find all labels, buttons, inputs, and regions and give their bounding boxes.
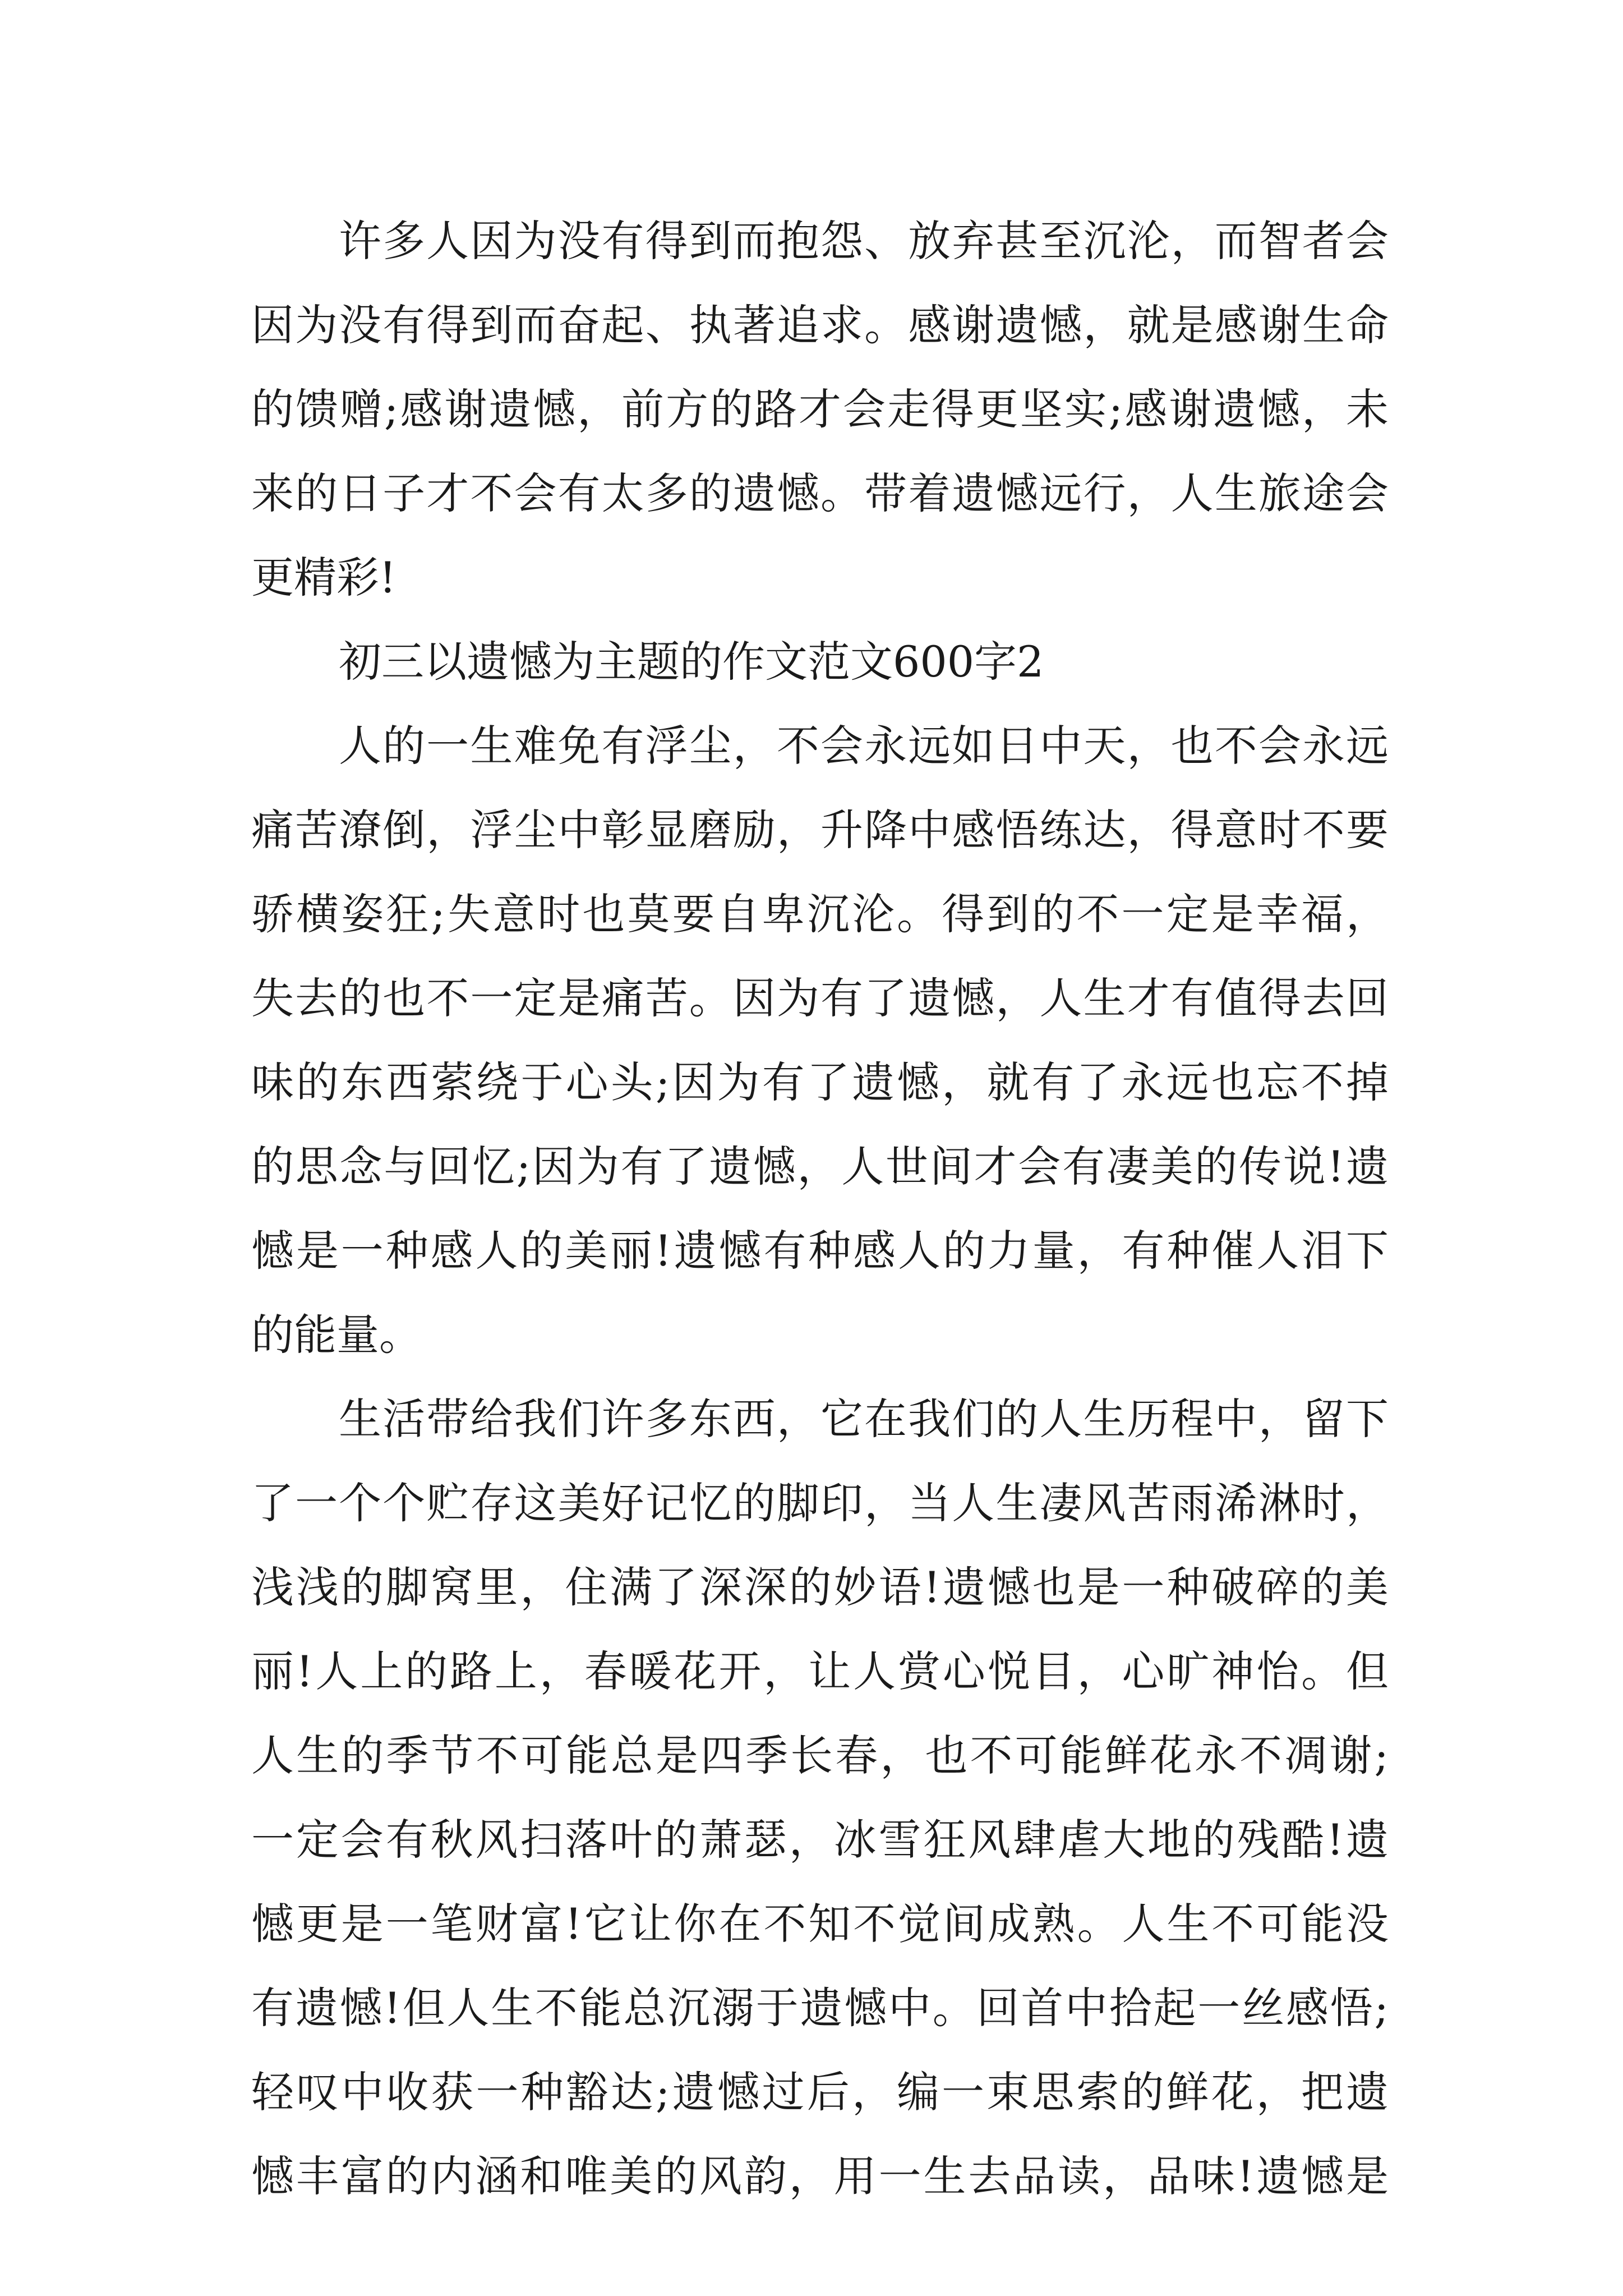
text-line: 味的东西萦绕于心头;因为有了遗憾，就有了永远也忘不掉: [251, 1057, 1389, 1107]
text-line: 丽!人上的路上，春暖花开，让人赏心悦目，心旷神怡。但: [251, 1646, 1389, 1696]
text-line: 轻叹中收获一种豁达;遗憾过后，编一束思索的鲜花，把遗: [251, 2067, 1389, 2117]
text-line: 憾更是一笔财富!它让你在不知不觉间成熟。人生不可能没: [251, 1899, 1389, 1949]
section-heading: 初三以遗憾为主题的作文范文600字2: [339, 637, 1044, 687]
text-line: 人生的季节不可能总是四季长春，也不可能鲜花永不凋谢;: [251, 1731, 1389, 1780]
text-line: 生活带给我们许多东西，它在我们的人生历程中，留下: [339, 1394, 1389, 1444]
text-line: 因为没有得到而奋起、执著追求。感谢遗憾，就是感谢生命: [251, 300, 1389, 350]
text-line: 憾丰富的内涵和唯美的风韵，用一生去品读，品味!遗憾是: [251, 2151, 1389, 2201]
text-line: 骄横姿狂;失意时也莫要自卑沉沦。得到的不一定是幸福，: [251, 889, 1389, 939]
text-line: 失去的也不一定是痛苦。因为有了遗憾，人生才有值得去回: [251, 973, 1389, 1023]
text-line: 许多人因为没有得到而抱怨、放弃甚至沉沦，而智者会: [339, 216, 1389, 266]
text-line: 更精彩!: [251, 553, 396, 602]
text-line: 一定会有秋风扫落叶的萧瑟，冰雪狂风肆虐大地的残酷!遗: [251, 1815, 1389, 1865]
text-line: 的馈赠;感谢遗憾，前方的路才会走得更坚实;感谢遗憾，未: [251, 384, 1389, 434]
text-line: 有遗憾!但人生不能总沉溺于遗憾中。回首中拾起一丝感悟;: [251, 1983, 1389, 2033]
text-line: 了一个个贮存这美好记忆的脚印，当人生凄风苦雨浠淋时，: [251, 1478, 1389, 1528]
text-line: 浅浅的脚窝里，住满了深深的妙语!遗憾也是一种破碎的美: [251, 1562, 1389, 1612]
text-line: 的能量。: [251, 1310, 422, 1360]
text-line: 憾是一种感人的美丽!遗憾有种感人的力量，有种催人泪下: [251, 1226, 1389, 1276]
text-line: 来的日子才不会有太多的遗憾。带着遗憾远行，人生旅途会: [251, 468, 1389, 518]
text-line: 的思念与回忆;因为有了遗憾，人世间才会有凄美的传说!遗: [251, 1142, 1389, 1191]
text-line: 痛苦潦倒，浮尘中彰显磨励，升降中感悟练达，得意时不要: [251, 805, 1389, 855]
text-line: 人的一生难免有浮尘，不会永远如日中天，也不会永远: [339, 721, 1389, 771]
